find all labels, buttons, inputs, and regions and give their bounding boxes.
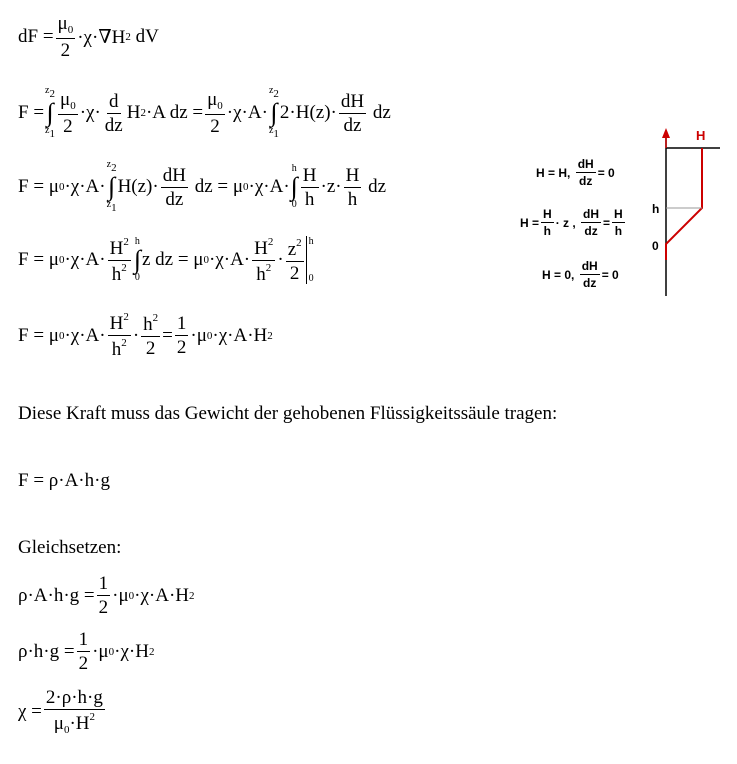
equation-F-integral: F = $z_2$ ∫ $z_1$ $\frac{\mu_0}{2}$ ·χ· $\frac{d}{dz}$ H 2 ·A dz = $\frac{\mu_0}{2}$ ·χ·A· $z_2$ ∫ $z_1$ 2·H(z)· $\frac{dH}{dz}$ dz [18, 85, 391, 140]
equation-equate-2: ρ·h·g = $\frac{1}{2}$ ·μ 0 ·χ·H 2 [18, 629, 155, 674]
label-0: 0 [652, 239, 659, 253]
equation-weight: F = ρ·A·h·g [18, 470, 110, 491]
sentence-force-weight: Diese Kraft muss das Gewicht der gehobenen Flüssigkeitssäule tragen: [18, 403, 558, 424]
label-h: h [652, 202, 660, 216]
case-lower: H = 0, $\frac{dH}{dz}$ = 0 [542, 259, 619, 290]
equation-chi: χ = $\frac{2\cdot\rho\cdot h\cdot g}{\mu_0\cdot H^2}$ [18, 687, 103, 736]
equation-equate-1: ρ·A·h·g = $\frac{1}{2}$ ·μ 0 ·χ·A·H 2 [18, 573, 195, 618]
field-profile-diagram [640, 120, 737, 300]
equation-dF: dF = $\frac{\mu_0}{2}$ ·χ·∇H 2 dV [18, 13, 159, 61]
case-upper: H = H, $\frac{dH}{dz}$ = 0 [536, 157, 615, 188]
H-axis-arrow [662, 128, 670, 138]
field-curve [666, 148, 702, 260]
equation-F-result: F = μ 0 ·χ·A· $\frac{H^2}{h^2}$ · $\frac{h^2}{2}$ = $\frac{1}{2}$ ·μ 0 ·χ·A·H 2 [18, 311, 273, 360]
case-middle: H = $\frac{H}{h}$ · z , $\frac{dH}{dz}$ = $\frac{H}{h}$ [520, 207, 623, 238]
sentence-equate: Gleichsetzen: [18, 537, 122, 558]
equation-F-evaluated: F = μ 0 ·χ·A· $\frac{H^2}{h^2}$ h ∫ 0 z dz = μ 0 ·χ·A· $\frac{H^2}{h^2}$ · $\frac{z^2}{2}$ h 0 [18, 235, 314, 285]
equation-F-substitution: F = μ 0 ·χ·A· $z_2$ ∫ $z_1$ H(z)· $\frac{dH}{dz}$ dz = μ 0 ·χ·A· h ∫ 0 $\frac{H}{h}$ ·z· $\frac{H}{h}$ dz [18, 159, 387, 214]
axis-label-H: H [696, 128, 706, 143]
